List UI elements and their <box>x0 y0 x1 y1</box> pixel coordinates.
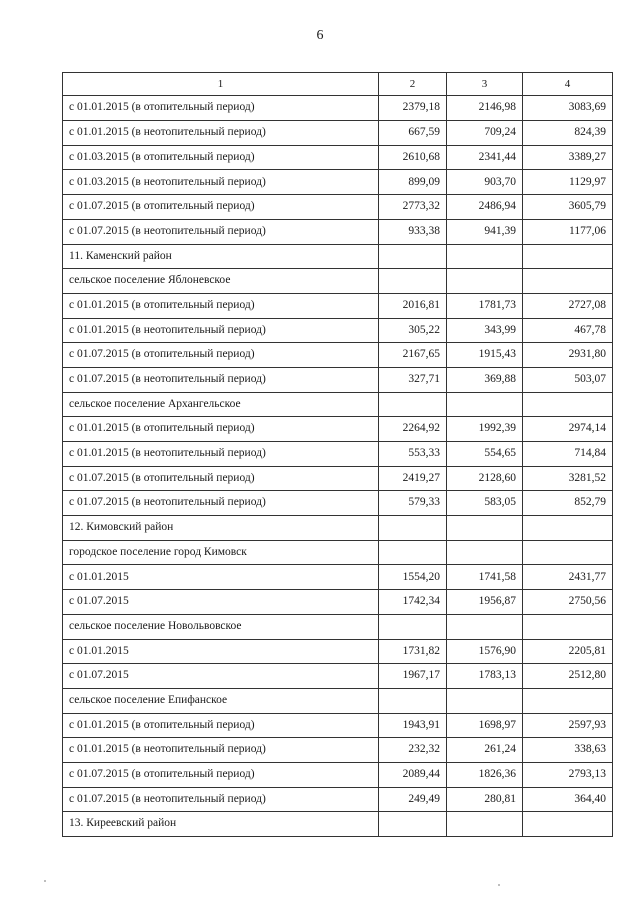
table-row <box>63 96 613 121</box>
value-col-4: 2205,81 <box>523 639 613 664</box>
table-row <box>63 293 613 318</box>
row-label: 12. Кимовский район <box>63 516 379 541</box>
table-row <box>63 367 613 392</box>
value-col-2: 2264,92 <box>379 417 447 442</box>
row-label: с 01.07.2015 (в неотопительный период) <box>63 491 379 516</box>
table-row <box>63 738 613 763</box>
value-col-4 <box>523 812 613 837</box>
table-row <box>63 244 613 269</box>
column-header-1: 1 <box>63 73 379 96</box>
table-header-row <box>63 73 613 96</box>
value-col-4: 503,07 <box>523 367 613 392</box>
value-col-3: 554,65 <box>447 442 523 467</box>
row-label: 13. Киреевский район <box>63 812 379 837</box>
value-col-3 <box>447 688 523 713</box>
value-col-4: 1129,97 <box>523 170 613 195</box>
value-col-3: 2128,60 <box>447 466 523 491</box>
column-header-4: 4 <box>523 73 613 96</box>
table-row <box>63 787 613 812</box>
value-col-2 <box>379 812 447 837</box>
value-col-2: 1943,91 <box>379 713 447 738</box>
value-col-4: 3605,79 <box>523 195 613 220</box>
value-col-4: 1177,06 <box>523 219 613 244</box>
value-col-4 <box>523 688 613 713</box>
table-row <box>63 343 613 368</box>
value-col-4: 3281,52 <box>523 466 613 491</box>
scan-artifact-dot <box>44 880 46 882</box>
value-col-4: 824,39 <box>523 121 613 146</box>
table-row <box>63 318 613 343</box>
value-col-4: 2931,80 <box>523 343 613 368</box>
row-label: с 01.07.2015 (в неотопительный период) <box>63 219 379 244</box>
row-label: сельское поселение Новольвовское <box>63 614 379 639</box>
value-col-3: 1826,36 <box>447 762 523 787</box>
value-col-3 <box>447 269 523 294</box>
value-col-4 <box>523 516 613 541</box>
table-row <box>63 466 613 491</box>
row-label: с 01.01.2015 (в отопительный период) <box>63 417 379 442</box>
value-col-2: 933,38 <box>379 219 447 244</box>
row-label: с 01.07.2015 (в неотопительный период) <box>63 787 379 812</box>
value-col-3: 261,24 <box>447 738 523 763</box>
row-label: с 01.01.2015 (в отопительный период) <box>63 713 379 738</box>
value-col-2: 249,49 <box>379 787 447 812</box>
row-label: с 01.07.2015 (в отопительный период) <box>63 466 379 491</box>
row-label: с 01.07.2015 (в отопительный период) <box>63 195 379 220</box>
row-label: с 01.01.2015 <box>63 565 379 590</box>
row-label: сельское поселение Яблоневское <box>63 269 379 294</box>
value-col-2: 2379,18 <box>379 96 447 121</box>
value-col-2: 2610,68 <box>379 145 447 170</box>
value-col-3 <box>447 540 523 565</box>
value-col-4 <box>523 614 613 639</box>
table-row <box>63 565 613 590</box>
value-col-3: 1956,87 <box>447 590 523 615</box>
row-label: с 01.01.2015 <box>63 639 379 664</box>
value-col-3: 1915,43 <box>447 343 523 368</box>
table-row <box>63 688 613 713</box>
value-col-4 <box>523 540 613 565</box>
row-label: с 01.01.2015 (в неотопительный период) <box>63 442 379 467</box>
table-row <box>63 269 613 294</box>
column-header-3: 3 <box>447 73 523 96</box>
value-col-2 <box>379 269 447 294</box>
value-col-2 <box>379 540 447 565</box>
row-label: с 01.07.2015 (в отопительный период) <box>63 762 379 787</box>
table-row <box>63 145 613 170</box>
table-row <box>63 392 613 417</box>
value-col-3: 583,05 <box>447 491 523 516</box>
value-col-3: 2486,94 <box>447 195 523 220</box>
page-number: 6 <box>316 28 324 43</box>
table-row <box>63 195 613 220</box>
row-label: с 01.01.2015 (в отопительный период) <box>63 293 379 318</box>
value-col-4 <box>523 244 613 269</box>
table-body <box>63 73 613 837</box>
table-row <box>63 812 613 837</box>
value-col-3 <box>447 392 523 417</box>
table-row <box>63 170 613 195</box>
value-col-2: 2773,32 <box>379 195 447 220</box>
value-col-4: 2512,80 <box>523 664 613 689</box>
value-col-3 <box>447 812 523 837</box>
value-col-3: 1992,39 <box>447 417 523 442</box>
value-col-2 <box>379 392 447 417</box>
value-col-2: 2167,65 <box>379 343 447 368</box>
value-col-4: 852,79 <box>523 491 613 516</box>
table-row <box>63 590 613 615</box>
value-col-2: 579,33 <box>379 491 447 516</box>
value-col-3: 2146,98 <box>447 96 523 121</box>
value-col-4: 467,78 <box>523 318 613 343</box>
row-label: с 01.01.2015 (в неотопительный период) <box>63 318 379 343</box>
value-col-4: 3083,69 <box>523 96 613 121</box>
row-label: с 01.07.2015 (в отопительный период) <box>63 343 379 368</box>
row-label: сельское поселение Архангельское <box>63 392 379 417</box>
value-col-2 <box>379 244 447 269</box>
value-col-4: 2974,14 <box>523 417 613 442</box>
value-col-2: 1742,34 <box>379 590 447 615</box>
row-label: с 01.01.2015 (в отопительный период) <box>63 96 379 121</box>
value-col-2: 232,32 <box>379 738 447 763</box>
table-row <box>63 442 613 467</box>
row-label: сельское поселение Епифанское <box>63 688 379 713</box>
value-col-4: 2793,13 <box>523 762 613 787</box>
table-row <box>63 417 613 442</box>
column-header-2: 2 <box>379 73 447 96</box>
row-label: городское поселение город Кимовск <box>63 540 379 565</box>
value-col-4: 2431,77 <box>523 565 613 590</box>
table-row <box>63 491 613 516</box>
table-row <box>63 540 613 565</box>
value-col-4: 2597,93 <box>523 713 613 738</box>
row-label: с 01.01.2015 (в неотопительный период) <box>63 121 379 146</box>
value-col-3: 343,99 <box>447 318 523 343</box>
value-col-2: 899,09 <box>379 170 447 195</box>
value-col-2: 1731,82 <box>379 639 447 664</box>
value-col-2: 1967,17 <box>379 664 447 689</box>
value-col-2 <box>379 688 447 713</box>
value-col-2: 2016,81 <box>379 293 447 318</box>
scan-artifact-dot <box>498 884 500 886</box>
value-col-2 <box>379 614 447 639</box>
value-col-2: 2419,27 <box>379 466 447 491</box>
value-col-3: 1741,58 <box>447 565 523 590</box>
row-label: с 01.07.2015 (в неотопительный период) <box>63 367 379 392</box>
row-label: с 01.07.2015 <box>63 590 379 615</box>
value-col-3: 280,81 <box>447 787 523 812</box>
tariff-table <box>62 72 613 837</box>
value-col-3: 1576,90 <box>447 639 523 664</box>
value-col-3: 1781,73 <box>447 293 523 318</box>
value-col-4: 364,40 <box>523 787 613 812</box>
value-col-3 <box>447 244 523 269</box>
table-row <box>63 219 613 244</box>
value-col-2: 327,71 <box>379 367 447 392</box>
value-col-3: 709,24 <box>447 121 523 146</box>
value-col-3: 369,88 <box>447 367 523 392</box>
value-col-2 <box>379 516 447 541</box>
value-col-3: 941,39 <box>447 219 523 244</box>
row-label: с 01.03.2015 (в отопительный период) <box>63 145 379 170</box>
row-label: с 01.01.2015 (в неотопительный период) <box>63 738 379 763</box>
table-row <box>63 713 613 738</box>
table-row <box>63 762 613 787</box>
table-row <box>63 121 613 146</box>
value-col-3: 903,70 <box>447 170 523 195</box>
value-col-3 <box>447 516 523 541</box>
value-col-3: 1698,97 <box>447 713 523 738</box>
value-col-4 <box>523 269 613 294</box>
value-col-2: 553,33 <box>379 442 447 467</box>
value-col-2: 667,59 <box>379 121 447 146</box>
value-col-2: 2089,44 <box>379 762 447 787</box>
value-col-3: 2341,44 <box>447 145 523 170</box>
value-col-4: 2727,08 <box>523 293 613 318</box>
table-row <box>63 639 613 664</box>
value-col-4: 338,63 <box>523 738 613 763</box>
value-col-4: 714,84 <box>523 442 613 467</box>
value-col-2: 1554,20 <box>379 565 447 590</box>
value-col-4: 2750,56 <box>523 590 613 615</box>
row-label: 11. Каменский район <box>63 244 379 269</box>
value-col-4 <box>523 392 613 417</box>
table-row <box>63 664 613 689</box>
row-label: с 01.03.2015 (в неотопительный период) <box>63 170 379 195</box>
table-row <box>63 516 613 541</box>
value-col-4: 3389,27 <box>523 145 613 170</box>
row-label: с 01.07.2015 <box>63 664 379 689</box>
value-col-2: 305,22 <box>379 318 447 343</box>
table-row <box>63 614 613 639</box>
value-col-3: 1783,13 <box>447 664 523 689</box>
value-col-3 <box>447 614 523 639</box>
